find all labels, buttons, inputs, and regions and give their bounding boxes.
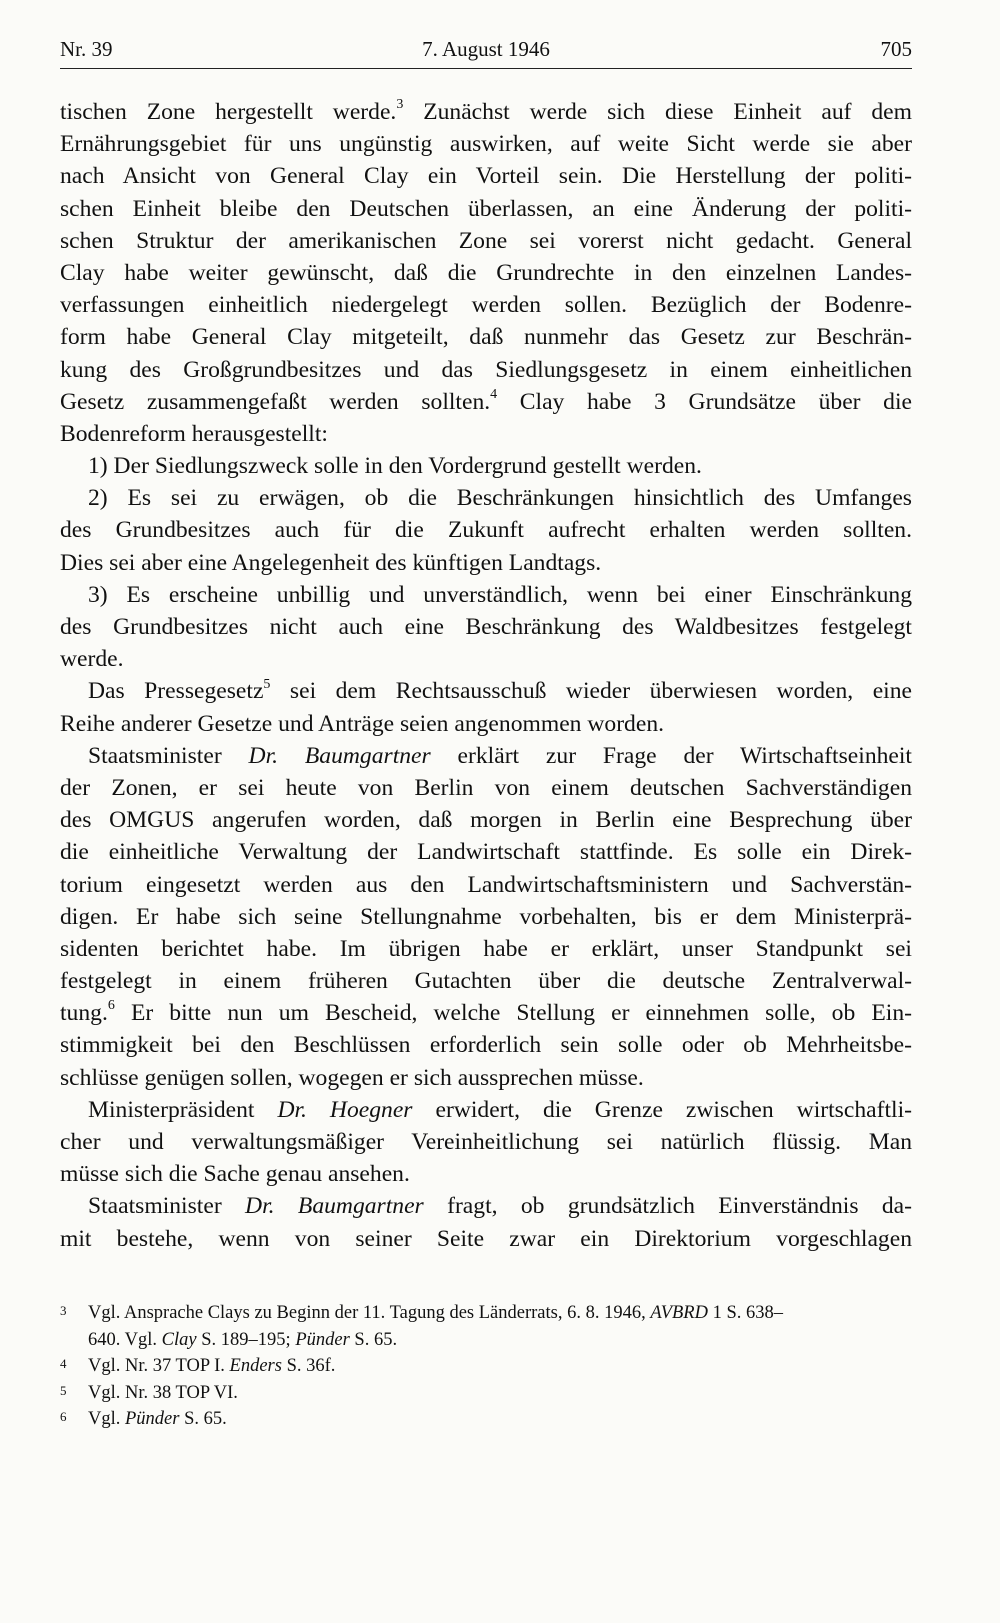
footnote-line: 6 Vgl. Pünder S. 65. xyxy=(60,1406,912,1433)
text-line: Dies sei aber eine Angelegenheit des künftigen Landtags. xyxy=(60,549,602,576)
text-line: Bodenreform herausgestellt: xyxy=(60,420,328,447)
text-line: des Grundbesitzes nicht auch eine Beschränkung des Waldbesitzes festgelegt xyxy=(60,614,912,640)
text-line: kung des Großgrundbesitzes und das Siedlungsgesetz in einem einheitlichen xyxy=(60,356,912,383)
text-line: Ministerpräsident Dr. Hoegner erwidert, die Grenze zwischen wirtschaftli- xyxy=(88,1096,912,1123)
footnote-mark: 3 xyxy=(60,1303,67,1318)
footnote-ref: 6 xyxy=(107,998,115,1014)
text-line: der Zonen, er sei heute von Berlin von einem deutschen Sachverständigen xyxy=(60,774,912,801)
speaker-name: Dr. Baumgartner xyxy=(248,742,431,769)
text-line: verfassungen einheitlich niedergelegt werden sollen. Bezüglich der Bodenre- xyxy=(60,292,912,319)
text-line: Staatsminister Dr. Baumgartner erklärt zur Frage der Wirtschaftseinheit xyxy=(88,742,912,769)
text-line: digen. Er habe sich seine Stellungnahme vorbehalten, bis er dem Ministerprä- xyxy=(60,903,912,930)
running-header xyxy=(60,34,912,69)
footnote xyxy=(60,1406,912,1433)
footnote-ref: 5 xyxy=(263,676,271,692)
main-text xyxy=(60,96,912,1255)
footnote xyxy=(60,1380,912,1407)
header-date: 7. August 1946 xyxy=(422,37,550,61)
text-line: des Grundbesitzes auch für die Zukunft aufrecht erhalten werden sollten. xyxy=(60,517,912,544)
text-line: 1) Der Siedlungszweck solle in den Vordergrund gestellt werden. xyxy=(88,453,702,480)
text-line: Reihe anderer Gesetze und Anträge seien angenommen worden. xyxy=(60,710,665,737)
list-item xyxy=(60,482,912,579)
paragraph xyxy=(60,675,912,739)
text-line: die einheitliche Verwaltung der Landwirtschaft stattfinde. Es solle ein Direk- xyxy=(60,839,912,866)
text-line: Clay habe weiter gewünscht, daß die Grundrechte in den einzelnen Landes- xyxy=(60,259,912,286)
footnote-ref: 4 xyxy=(490,386,498,402)
paragraph xyxy=(60,96,912,450)
text-line: stimmigkeit bei den Beschlüssen erforderlich sein solle oder ob Mehrheitsbe- xyxy=(60,1032,912,1059)
footnote-mark: 4 xyxy=(60,1356,67,1371)
issue-number: Nr. 39 xyxy=(60,37,113,61)
text-line: des OMGUS angerufen worden, daß morgen in Berlin eine Besprechung über xyxy=(60,807,912,834)
text-line: Staatsminister Dr. Baumgartner fragt, ob grundsätzlich Einverständnis da- xyxy=(88,1193,912,1220)
text-line: sidenten berichtet habe. Im übrigen habe er erklärt, unser Standpunkt sei xyxy=(60,935,912,962)
text-line: form habe General Clay mitgeteilt, daß nunmehr das Gesetz zur Beschrän- xyxy=(60,324,912,351)
text-line: tung.$^6$ Er bitte nun um Bescheid, welche Stellung er einnehmen solle, ob Ein- xyxy=(60,998,912,1027)
speaker-name: Dr. Hoegner xyxy=(277,1096,413,1123)
footnote-line: 640. Vgl. Clay S. 189–195; Pünder S. 65. xyxy=(88,1329,398,1350)
paragraph xyxy=(60,1094,912,1191)
list-item xyxy=(60,450,912,482)
footnote-line: 3 Vgl. Ansprache Clays zu Beginn der 11. Tagung des Länderrats, 6. 8. 1946, AVBRD 1 S. 638– xyxy=(60,1300,912,1327)
text-line: Das Pressegesetz$^5$ sei dem Rechtsausschuß wieder überwiesen worden, eine xyxy=(88,676,912,705)
text-line: Ernährungsgebiet für uns ungünstig auswirken, auf weite Sicht werde sie aber xyxy=(60,131,912,158)
text-line: Gesetz zusammengefaßt werden sollten.$^4$ Clay habe 3 Grundsätze über die xyxy=(60,386,912,415)
footnote-ref: 3 xyxy=(396,97,404,113)
footnote-mark: 6 xyxy=(60,1409,67,1424)
list-item xyxy=(60,579,912,676)
text-line: torium eingesetzt werden aus den Landwirtschaftsministern und Sachverstän- xyxy=(60,871,912,898)
text-line: werde. xyxy=(60,646,124,673)
footnote xyxy=(60,1300,912,1353)
speaker-name: Dr. Baumgartner xyxy=(245,1193,424,1220)
text-line: schlüsse genügen sollen, wogegen er sich aussprechen müsse. xyxy=(60,1064,644,1091)
footnote-line: 5 Vgl. Nr. 38 TOP VI. xyxy=(60,1380,912,1407)
text-line: müsse sich die Sache genau ansehen. xyxy=(60,1161,410,1188)
footnote-line: 4 Vgl. Nr. 37 TOP I. Enders S. 36f. xyxy=(60,1353,912,1380)
text-line: schen Struktur der amerikanischen Zone sei vorerst nicht gedacht. General xyxy=(60,227,912,254)
text-line: festgelegt in einem früheren Gutachten über die deutsche Zentralverwal- xyxy=(60,968,912,995)
footnote-mark: 5 xyxy=(60,1382,67,1398)
text-line: mit bestehe, wenn von seiner Seite zwar ein Direktorium vorgeschlagen xyxy=(60,1225,912,1252)
page-number: 705 xyxy=(880,37,912,61)
text-line: schen Einheit bleibe den Deutschen überlassen, an eine Änderung der politi- xyxy=(60,195,912,222)
footnote xyxy=(60,1353,912,1380)
paragraph xyxy=(60,1190,912,1254)
footnotes xyxy=(60,1300,912,1433)
text-line: tischen Zone hergestellt werde.$^3$ Zunächst werde sich diese Einheit auf dem xyxy=(60,97,912,125)
text-line: 2) Es sei zu erwägen, ob die Beschränkungen hinsichtlich des Umfanges xyxy=(88,485,912,512)
text-line: 3) Es erscheine unbillig und unverständlich, wenn bei einer Einschränkung xyxy=(88,581,912,608)
paragraph xyxy=(60,740,912,1094)
text-line: cher und verwaltungsmäßiger Vereinheitlichung sei natürlich flüssig. Man xyxy=(60,1129,912,1155)
text-line: nach Ansicht von General Clay ein Vorteil sein. Die Herstellung der politi- xyxy=(60,163,912,190)
